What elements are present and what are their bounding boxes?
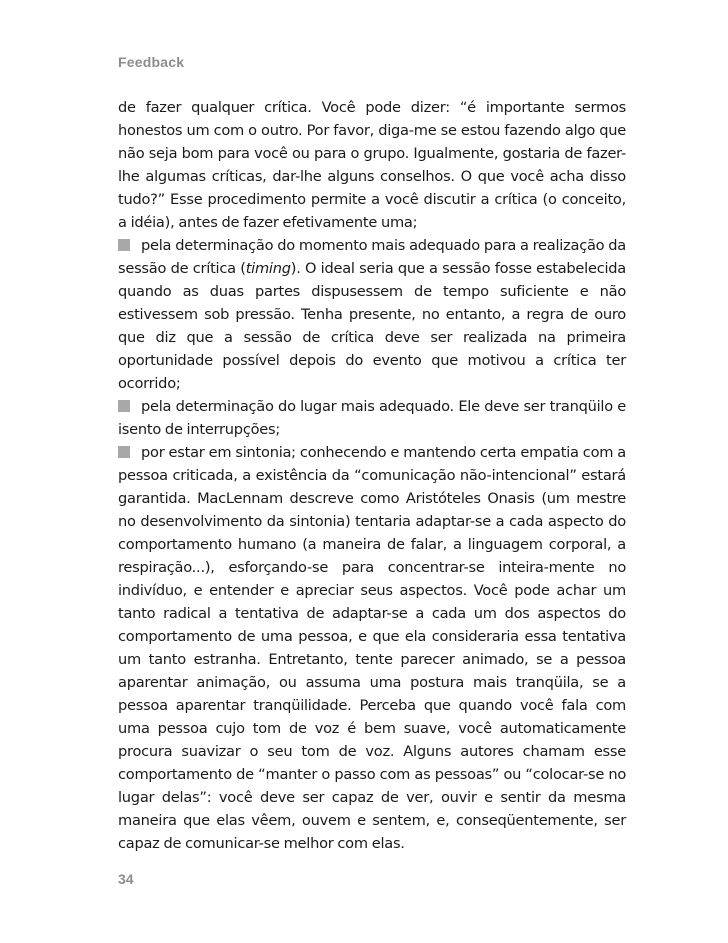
bullet-text-part: pela determinação do momento mais adequado para a realização da sessão de crítica ( [118,237,626,277]
bullet-text-part: ). O ideal seria que a sessão fosse estabelecida quando as duas partes dispusessem de tempo suficiente e não estivessem sob pressão. Tenha presente, no entanto, a regra de ouro que diz que a sessão de crítica deve ser realizada na primeira oportunidade possível depois do evento que motivou a crítica ter ocorrido; [118,260,626,392]
bullet-item-timing [118,234,626,395]
intro-paragraph: de fazer qualquer crítica. Você pode dizer: “é importante sermos honestos um com o outro. Por favor, diga-me se estou fazendo algo que não seja bom para você ou para o grupo. Igualmente, gostaria de fazer-lhe algumas críticas, dar-lhe alguns conselhos. O que você acha disso tudo?” Esse procedimento permite a você discutir a crítica (o conceito, a idéia), antes de fazer efetivamente uma; [118,99,626,231]
square-bullet-icon [118,446,130,458]
bullet-text: por estar em sintonia; conhecendo e mantendo certa empatia com a pessoa criticada, a existência da “comunicação não-intencional” estará garantida. MacLennam descreve como Aristóteles Onasis (um mestre no desenvolvimento da sintonia) tentaria adaptar-se a cada aspecto do comportamento humano (a maneira de falar, a linguagem corporal, a respiração...), esforçando-se para concentrar-se inteira-mente no indivíduo, e entender e apreciar seus aspectos. Você pode achar um tanto radical a tentativa de adaptar-se a cada um dos aspectos do comportamento de uma pessoa, e que ela consideraria essa tentativa um tanto estranha. Entretanto, tente parecer animado, se a pessoa aparentar animação, ou assuma uma postura mais tranqüila, se a pessoa aparentar tranqüilidade. Perceba que quando você fala com uma pessoa cujo tom de voz é bem suave, você automaticamente procura suavizar o seu tom de voz. Alguns autores chamam esse comportamento de “manter o passo com as pessoas” ou “colocar-se no lugar delas”: você deve ser capaz de ver, ouvir e sentir da mesma maneira que elas vêem, ouvem e sentem, e, conseqüentemente, ser capaz de comunicar-se melhor com elas. [118,444,626,852]
italic-term: timing [245,260,291,277]
body-text [118,96,626,855]
square-bullet-icon [118,400,130,412]
bullet-text: pela determinação do lugar mais adequado. Ele deve ser tranqüilo e isento de interrupções; [118,398,626,438]
square-bullet-icon [118,239,130,251]
bullet-item-rapport [118,441,626,855]
page-number: 34 [118,871,134,887]
running-head-section-title: Feedback [118,54,185,70]
bullet-item-place [118,395,626,441]
